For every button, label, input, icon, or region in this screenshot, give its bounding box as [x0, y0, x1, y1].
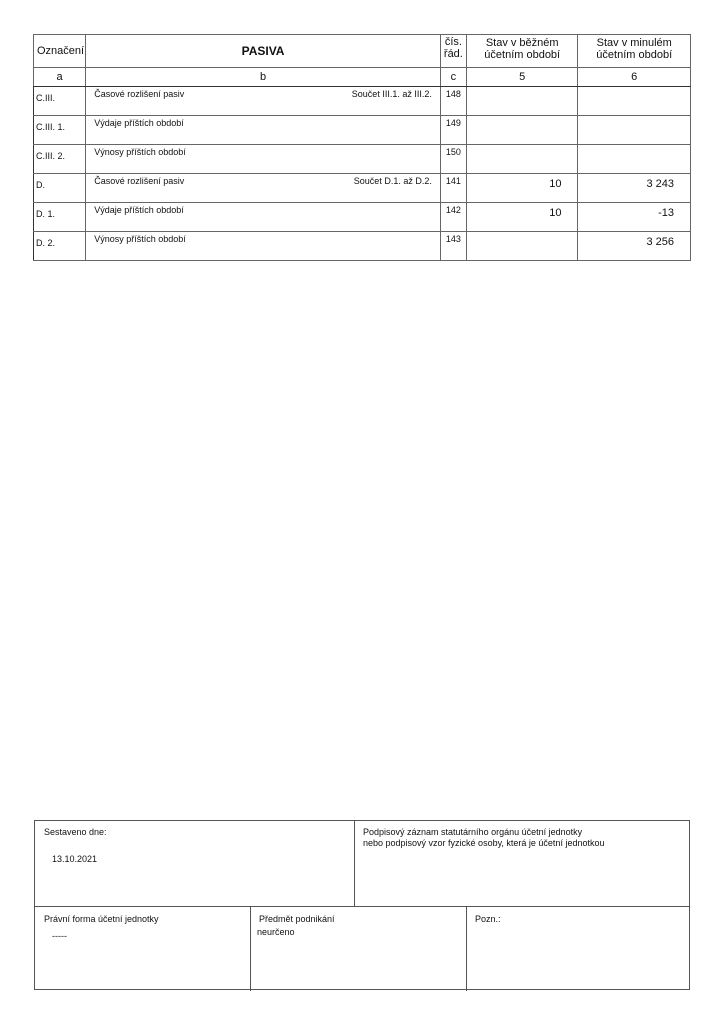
- row-label: Výnosy příštích období: [94, 147, 186, 157]
- header-current-period-1: Stav v běžném: [485, 37, 559, 49]
- row-sum: Součet III.1. až III.2.: [351, 89, 432, 99]
- subheader-b: b: [86, 68, 441, 87]
- signature-label-2: nebo podpisový vzor fyzické osoby, která je účetní jednotkou: [363, 838, 605, 848]
- note-cell: [467, 907, 689, 991]
- row-line: 142: [440, 203, 466, 232]
- header-line-number: [440, 35, 466, 68]
- row-label-cell: [86, 116, 441, 145]
- row-sum: Součet D.1. až D.2.: [353, 176, 432, 186]
- subject-cell: [251, 907, 467, 991]
- table-subheader-row: [34, 68, 691, 87]
- table-row: [34, 174, 691, 203]
- header-previous-period: [578, 35, 691, 68]
- row-label-cell: [86, 232, 441, 261]
- row-previous: 3 243: [578, 174, 691, 203]
- subheader-a: a: [34, 68, 86, 87]
- header-previous-period-1: Stav v minulém: [596, 37, 672, 49]
- row-code: D. 1.: [34, 203, 86, 232]
- row-label-cell: [86, 145, 441, 174]
- table-row: [34, 87, 691, 116]
- row-label-cell: [86, 203, 441, 232]
- header-line-number-2: řád.: [443, 48, 463, 60]
- compiled-date: 13.10.2021: [52, 854, 98, 864]
- compiled-cell: [35, 821, 355, 907]
- row-label: Výdaje příštích období: [94, 118, 184, 128]
- row-code: D.: [34, 174, 86, 203]
- row-current: [466, 116, 578, 145]
- legal-form-value: -----: [52, 931, 67, 941]
- row-code: C.III.: [34, 87, 86, 116]
- subject-value: neurčeno: [257, 927, 295, 937]
- row-line: 150: [440, 145, 466, 174]
- row-code: C.III. 1.: [34, 116, 86, 145]
- balance-sheet-table: [33, 34, 691, 261]
- header-current-period: [466, 35, 578, 68]
- row-current: [466, 87, 578, 116]
- row-current: 10: [466, 174, 578, 203]
- footer-box: [34, 820, 690, 990]
- header-line-number-1: čís.: [444, 36, 462, 48]
- signature-label-1: Podpisový záznam statutárního orgánu účetní jednotky: [363, 827, 583, 837]
- header-title: PASIVA: [86, 35, 441, 68]
- table-row: [34, 145, 691, 174]
- subheader-c: c: [440, 68, 466, 87]
- subject-label: Předmět podnikání: [259, 914, 335, 924]
- header-previous-period-2: účetním období: [596, 49, 673, 61]
- row-previous: [578, 87, 691, 116]
- row-previous: [578, 145, 691, 174]
- row-current: [466, 232, 578, 261]
- row-label-cell: [86, 87, 441, 116]
- subheader-6: 6: [578, 68, 691, 87]
- row-line: 148: [440, 87, 466, 116]
- subheader-5: 5: [466, 68, 578, 87]
- row-current: 10: [466, 203, 578, 232]
- note-label: Pozn.:: [475, 914, 501, 924]
- table-row: [34, 232, 691, 261]
- row-code: D. 2.: [34, 232, 86, 261]
- compiled-label: Sestaveno dne:: [44, 827, 107, 837]
- table-row: [34, 116, 691, 145]
- signature-cell: [355, 821, 689, 907]
- table-header-row: [34, 35, 691, 68]
- legal-form-label: Právní forma účetní jednotky: [44, 914, 159, 924]
- row-line: 141: [440, 174, 466, 203]
- row-code: C.III. 2.: [34, 145, 86, 174]
- row-label-cell: [86, 174, 441, 203]
- row-previous: -13: [578, 203, 691, 232]
- table-row: [34, 203, 691, 232]
- row-previous: 3 256: [578, 232, 691, 261]
- row-label: Časové rozlišení pasiv: [94, 176, 185, 186]
- row-line: 143: [440, 232, 466, 261]
- row-label: Výnosy příštích období: [94, 234, 186, 244]
- row-label: Časové rozlišení pasiv: [94, 89, 185, 99]
- row-current: [466, 145, 578, 174]
- row-previous: [578, 116, 691, 145]
- legal-form-cell: [35, 907, 251, 991]
- header-current-period-2: účetním období: [484, 49, 561, 61]
- header-designation: Označení: [34, 35, 86, 68]
- row-label: Výdaje příštích období: [94, 205, 184, 215]
- row-line: 149: [440, 116, 466, 145]
